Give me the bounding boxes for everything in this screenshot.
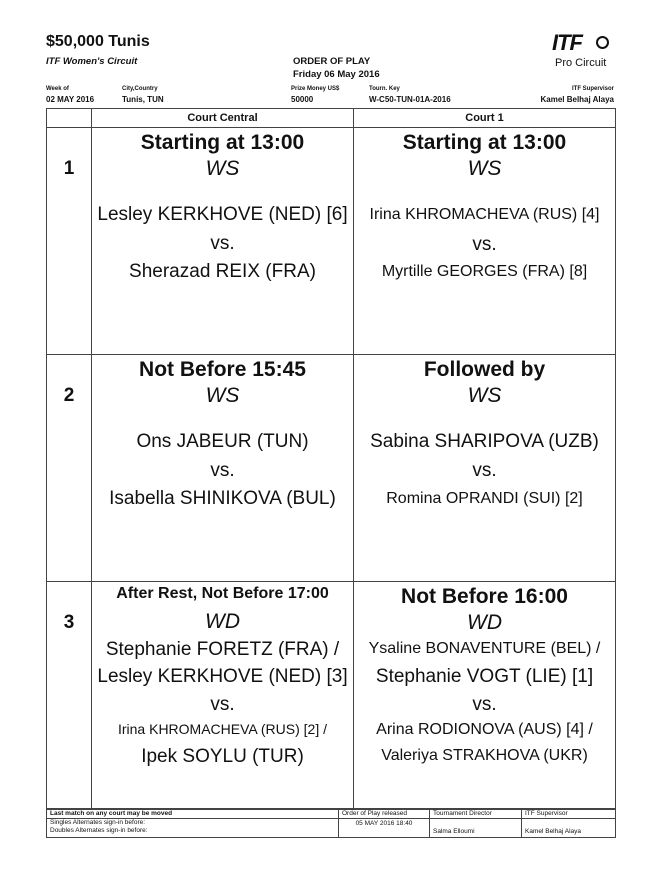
start-time: Not Before 15:45 [139, 358, 306, 381]
court-header-court1: Court 1 [354, 109, 616, 128]
order-of-play-grid [46, 108, 616, 810]
tennis-ball-icon [596, 36, 609, 49]
player-name: Ons JABEUR (TUN) [136, 431, 309, 452]
event-code: WS [205, 384, 240, 407]
week-value: 02 MAY 2016 [46, 95, 95, 104]
order-of-play-title: ORDER OF PLAY [293, 56, 371, 67]
event-code: WD [205, 610, 240, 633]
director-label: Tournament Director [430, 809, 522, 819]
released-value: 05 MAY 2016 18:40 [339, 819, 430, 837]
versus-label: vs. [210, 233, 235, 254]
court-header-blank [47, 109, 92, 128]
itf-logo-subtext: Pro Circuit [555, 57, 607, 69]
versus-label: vs. [472, 694, 497, 715]
tourn-key-value: W-C50-TUN-01A-2016 [369, 95, 451, 104]
court-header-central: Court Central [92, 109, 354, 128]
start-time: Starting at 13:00 [402, 131, 567, 154]
singles-alternates: Singles Alternates sign-in before: [50, 819, 146, 827]
supervisor-label: ITF Supervisor [571, 86, 614, 92]
tournament-title: $50,000 Tunis [46, 33, 150, 50]
versus-label: vs. [472, 460, 497, 481]
released-label: Order of Play released [339, 809, 430, 819]
row-number: 1 [47, 128, 92, 355]
doubles-alternates: Doubles Alternates sign-in before: [50, 826, 148, 834]
event-code: WS [205, 157, 240, 180]
match-cell [92, 128, 354, 355]
match-cell [354, 582, 616, 810]
player-name: Myrtille GEORGES (FRA) [8] [381, 263, 588, 280]
week-label: Week of [46, 86, 69, 92]
match-row-1 [47, 128, 616, 355]
player-name: Romina OPRANDI (SUI) [2] [386, 490, 583, 507]
court-header-row [47, 109, 616, 128]
itf-logo-text: ITF [552, 30, 582, 55]
versus-label: vs. [210, 694, 235, 715]
footer-value-row [47, 819, 616, 837]
player-name: Arina RODIONOVA (AUS) [4] / [376, 721, 593, 738]
alternates-cell [47, 819, 339, 837]
match-cell [92, 355, 354, 582]
city-label: City,Country [122, 86, 158, 92]
player-name: Irina KHROMACHEVA (RUS) [2] / [117, 721, 327, 737]
prize-value: 50000 [291, 95, 314, 104]
row-number: 3 [47, 582, 92, 810]
start-time: Followed by [423, 358, 546, 381]
circuit-subtitle: ITF Women's Circuit [46, 56, 138, 67]
footer-table [46, 808, 616, 838]
row-number: 2 [47, 355, 92, 582]
event-code: WD [467, 611, 502, 634]
versus-label: vs. [472, 234, 497, 255]
start-time: Not Before 16:00 [401, 585, 568, 608]
player-name: Sabina SHARIPOVA (UZB) [370, 431, 599, 452]
footer-supervisor-label: ITF Supervisor [522, 809, 616, 819]
player-name: Lesley KERKHOVE (NED) [3] [97, 666, 348, 687]
player-name: Isabella SHINIKOVA (BUL) [109, 488, 336, 509]
prize-label: Prize Money US$ [291, 86, 340, 92]
start-time: Starting at 13:00 [140, 131, 305, 154]
match-cell [354, 355, 616, 582]
player-name: Ysaline BONAVENTURE (BEL) / [368, 640, 601, 657]
supervisor-value: Kamel Belhaj Alaya [540, 95, 614, 104]
player-name: Stephanie FORETZ (FRA) / [105, 639, 340, 660]
versus-label: vs. [210, 460, 235, 481]
event-code: WS [467, 157, 502, 180]
director-value: Salma Elloumi [430, 819, 522, 837]
player-name: Ipek SOYLU (TUR) [141, 746, 304, 767]
itf-logo [552, 30, 622, 76]
start-time: After Rest, Not Before 17:00 [116, 585, 329, 602]
moved-note: Last match on any court may be moved [47, 809, 339, 819]
footer-supervisor-value: Kamel Belhaj Alaya [522, 819, 616, 837]
player-name: Stephanie VOGT (LIE) [1] [375, 666, 594, 687]
match-cell [354, 128, 616, 355]
order-of-play-date: Friday 06 May 2016 [293, 69, 380, 80]
player-name: Lesley KERKHOVE (NED) [6] [97, 204, 348, 225]
player-name: Valeriya STRAKHOVA (UKR) [381, 747, 588, 764]
player-name: Sherazad REIX (FRA) [129, 261, 316, 282]
tourn-key-label: Tourn. Key [369, 86, 400, 92]
footer-header-row [47, 809, 616, 819]
match-row-2 [47, 355, 616, 582]
match-row-3 [47, 582, 616, 810]
event-code: WS [467, 384, 502, 407]
match-cell [92, 582, 354, 810]
player-name: Irina KHROMACHEVA (RUS) [4] [369, 206, 600, 223]
city-value: Tunis, TUN [122, 95, 164, 104]
